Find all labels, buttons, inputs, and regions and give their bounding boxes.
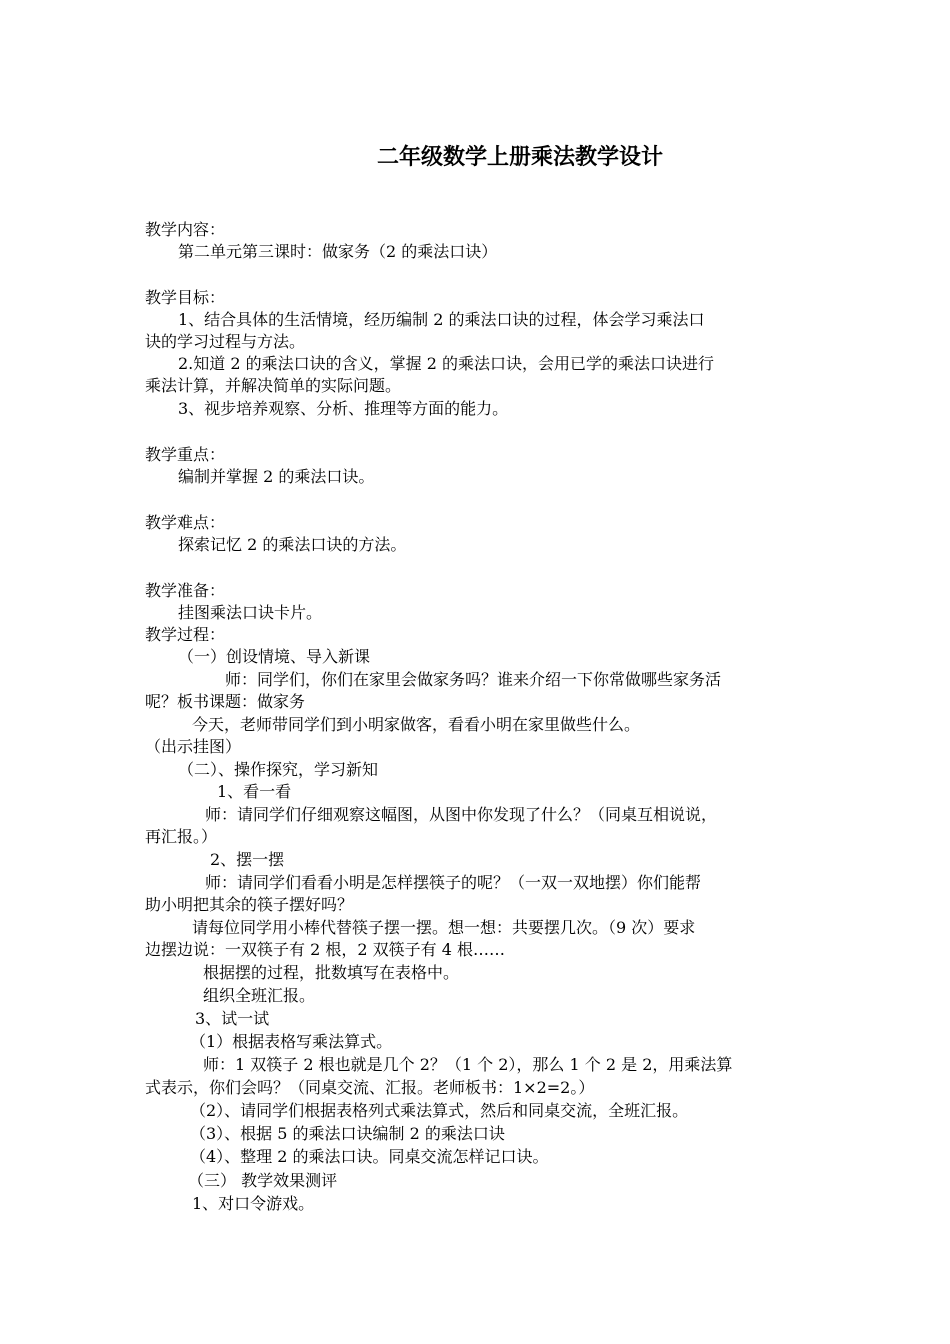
text-line: 1、对口令游戏。 (192, 1194, 315, 1213)
text-line: 再汇报。） (145, 827, 218, 846)
text-line: 师：请同学们仔细观察这幅图，从图中你发现了什么？（同桌互相说说， (205, 805, 718, 824)
text-line: 组织全班汇报。 (203, 986, 316, 1005)
text-line: 今天，老师带同学们到小明家做客，看看小明在家里做些什么。 (192, 715, 641, 734)
heading-objectives: 教学目标： (145, 288, 226, 307)
subsection-heading: 1、看一看 (217, 782, 292, 801)
text-line: 3、视步培养观察、分析、推理等方面的能力。 (178, 399, 509, 418)
text-line: 2.知道 2 的乘法口诀的含义，掌握 2 的乘法口诀，会用已学的乘法口诀进行 (178, 354, 714, 373)
section-heading: （一）创设情境、导入新课 (178, 647, 371, 666)
heading-difficulties: 教学难点： (145, 513, 226, 532)
text-line: 呢？板书课题：做家务 (145, 692, 306, 711)
text-line: 第二单元第三课时：做家务（2 的乘法口诀） (178, 242, 498, 261)
subsection-heading: 2、摆一摆 (210, 850, 285, 869)
text-line: 编制并掌握 2 的乘法口诀。 (178, 467, 375, 486)
text-line: 根据摆的过程，批数填写在表格中。 (203, 963, 460, 982)
text-line: 师：同学们，你们在家里会做家务吗？谁来介绍一下你常做哪些家务活 (225, 670, 722, 689)
text-line: （1）根据表格写乘法算式。 (190, 1032, 393, 1051)
text-line: 助小明把其余的筷子摆好吗？ (145, 895, 354, 914)
text-line: 边摆边说：一双筷子有 2 根，2 双筷子有 4 根…… (145, 940, 505, 959)
heading-process: 教学过程： (145, 625, 226, 644)
text-line: 师：1 双筷子 2 根也就是几个 2？（1 个 2），那么 1 个 2 是 2，用乘法算 (203, 1055, 733, 1074)
text-line: （2）、请同学们根据表格列式乘法算式，然后和同桌交流，全班汇报。 (190, 1101, 689, 1120)
section-heading: （二）、操作探究，学习新知 (178, 760, 379, 779)
text-line: 挂图乘法口诀卡片。 (178, 603, 323, 622)
text-line: 式表示，你们会吗？（同桌交流、汇报。老师板书：1×2=2。） (145, 1078, 595, 1097)
text-line: 师：请同学们看看小明是怎样摆筷子的呢？（一双一双地摆）你们能帮 (205, 873, 702, 892)
text-line: （出示挂图） (145, 737, 242, 756)
text-line: （3）、根据 5 的乘法口诀编制 2 的乘法口诀 (190, 1124, 505, 1143)
text-line: 诀的学习过程与方法。 (145, 332, 306, 351)
subsection-heading: 3、试一试 (195, 1009, 270, 1028)
heading-preparation: 教学准备： (145, 581, 226, 600)
heading-content: 教学内容： (145, 220, 226, 239)
text-line: 请每位同学用小棒代替筷子摆一摆。想一想：共要摆几次。（9 次）要求 (192, 918, 696, 937)
document-title: 二年级数学上册乘法教学设计 (376, 145, 663, 170)
text-line: 1、结合具体的生活情境，经历编制 2 的乘法口诀的过程，体会学习乘法口 (178, 310, 705, 329)
text-line: 乘法计算，并解决简单的实际问题。 (145, 376, 402, 395)
heading-key-points: 教学重点： (145, 445, 226, 464)
text-line: （4）、整理 2 的乘法口诀。同桌交流怎样记口诀。 (190, 1147, 549, 1166)
text-line: 探索记忆 2 的乘法口诀的方法。 (178, 535, 407, 554)
section-heading: （三） 教学效果测评 (188, 1171, 338, 1190)
